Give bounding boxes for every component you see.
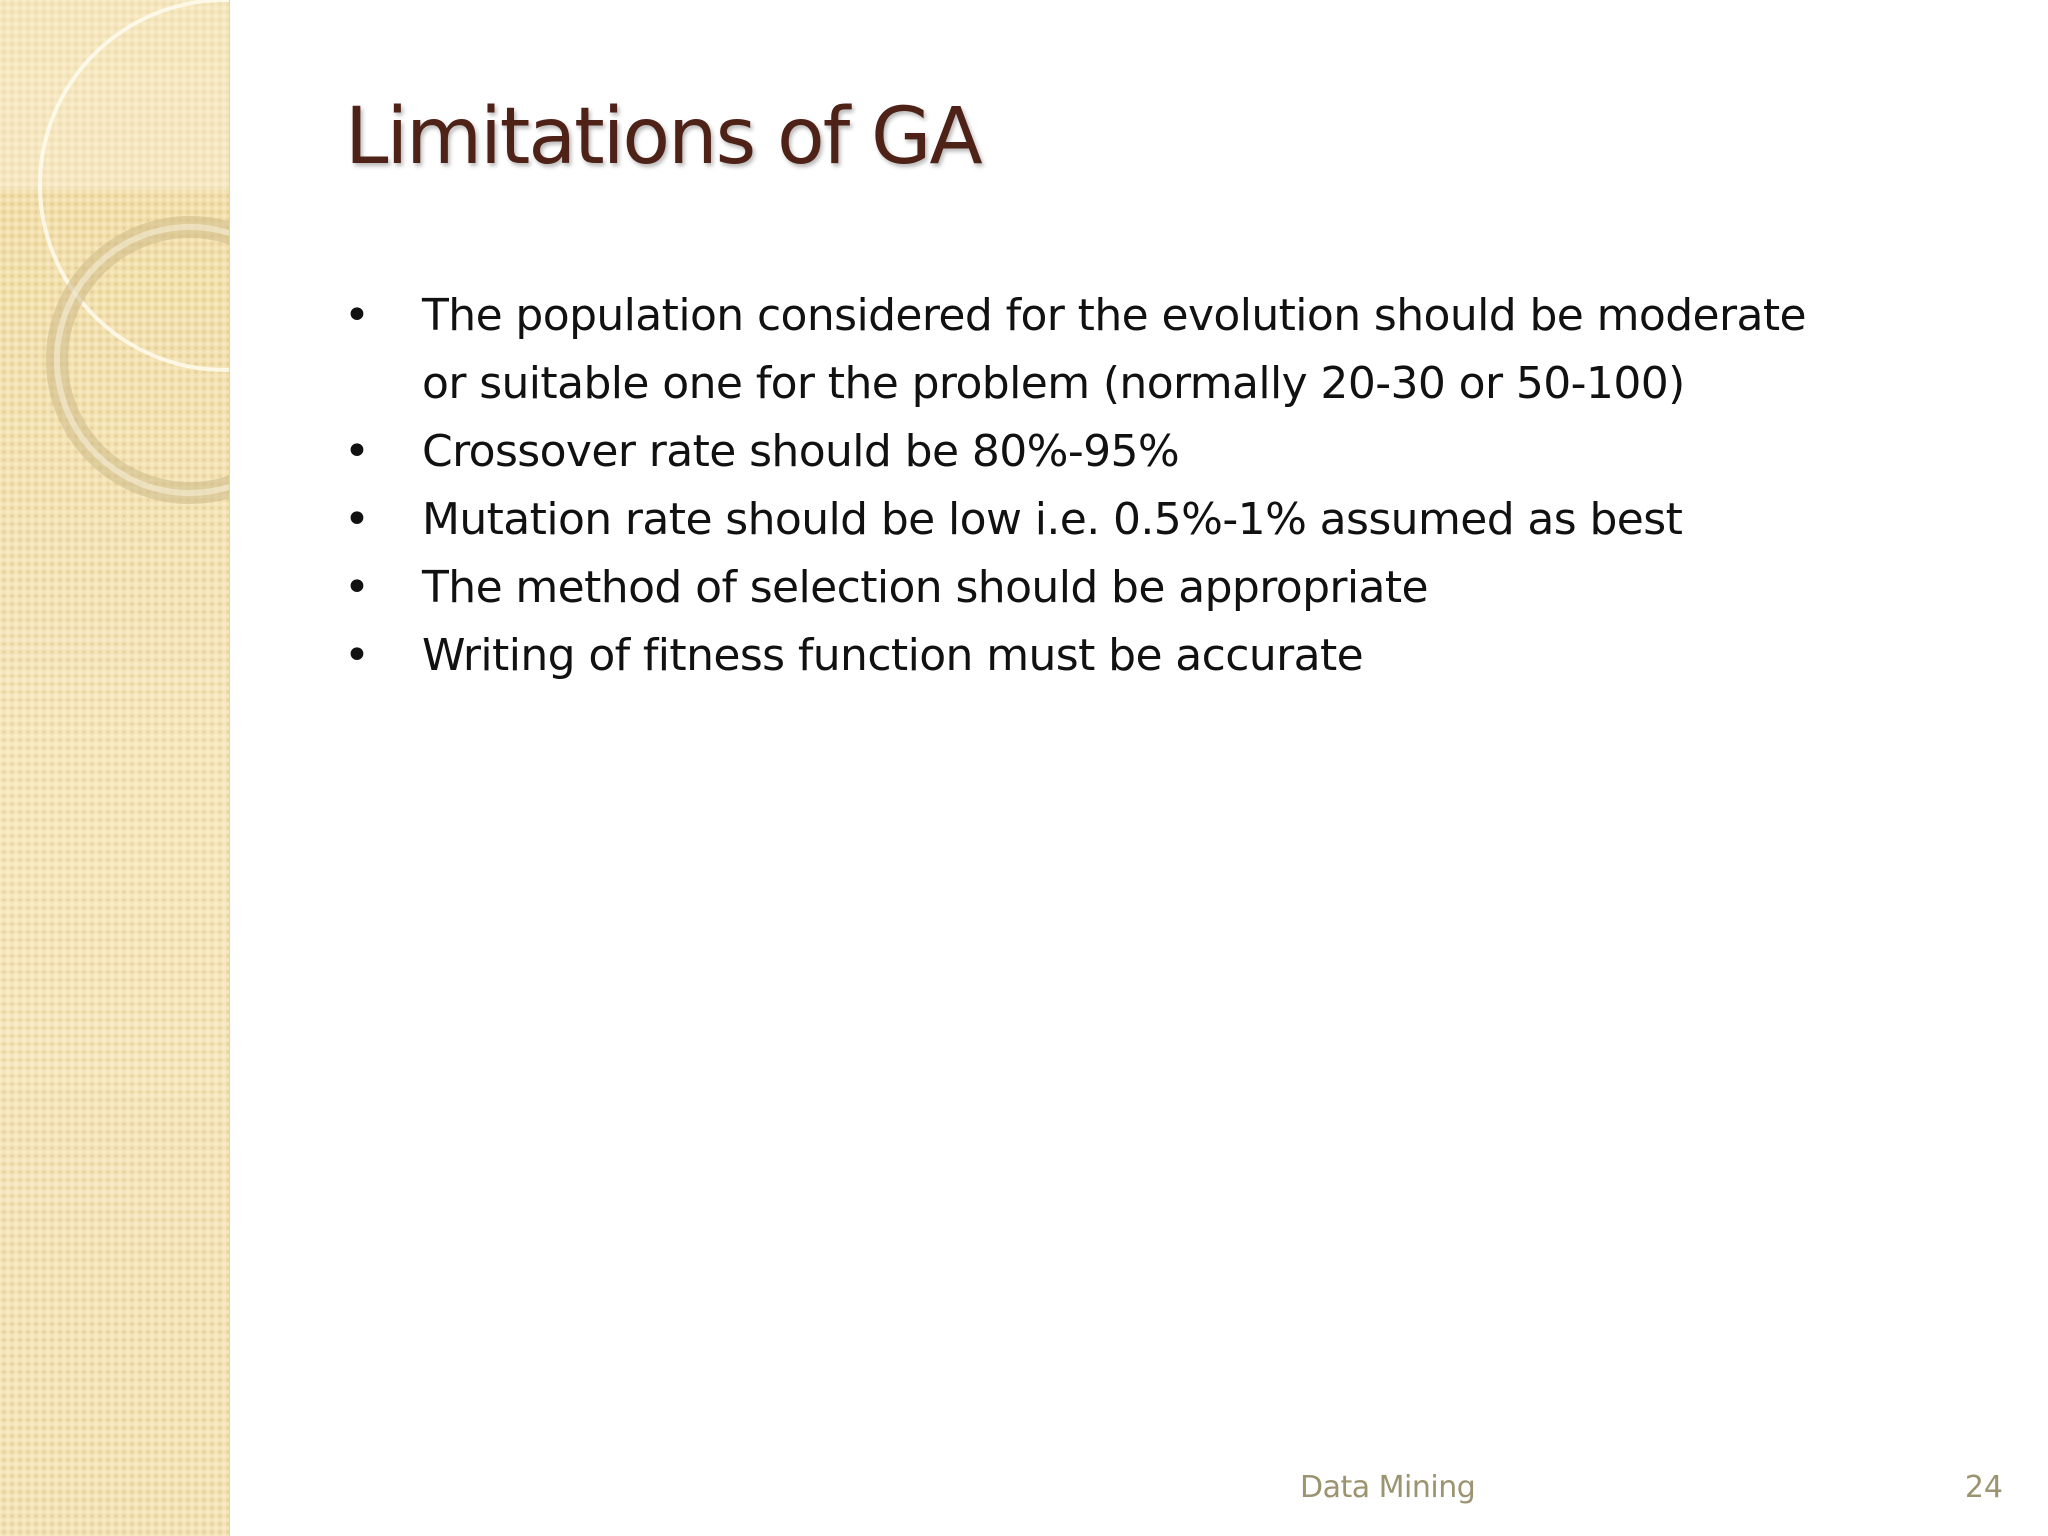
bullet-dot: • xyxy=(344,630,370,681)
bullet-item xyxy=(340,486,1980,554)
bullet-item xyxy=(340,282,1980,418)
bullet-item xyxy=(340,622,1980,690)
page-number: 24 xyxy=(1964,1470,2003,1505)
bullet-dot: • xyxy=(344,426,370,477)
bullet-text: The population considered for the evolution should be moderate xyxy=(422,290,1806,341)
decorative-ring-small xyxy=(57,227,229,493)
bullet-item xyxy=(340,418,1980,486)
bullet-dot: • xyxy=(344,562,370,613)
footer-label: Data Mining xyxy=(1300,1470,1476,1505)
slide-title: Limitations of GA xyxy=(345,92,981,182)
bullet-text: The method of selection should be appropriate xyxy=(422,562,1429,613)
decorative-side-panel xyxy=(0,0,230,1536)
bullet-text: Writing of fitness function must be accurate xyxy=(422,630,1364,681)
bullet-dot: • xyxy=(344,290,370,341)
bullet-item xyxy=(340,554,1980,622)
bullet-text-continued: or suitable one for the problem (normally 20-30 or 50-100) xyxy=(422,358,1685,409)
bullet-text: Mutation rate should be low i.e. 0.5%-1% assumed as best xyxy=(422,494,1683,545)
bullet-list xyxy=(340,282,1980,690)
bullet-text: Crossover rate should be 80%-95% xyxy=(422,426,1180,477)
bullet-dot: • xyxy=(344,494,370,545)
decorative-rings xyxy=(0,0,229,520)
